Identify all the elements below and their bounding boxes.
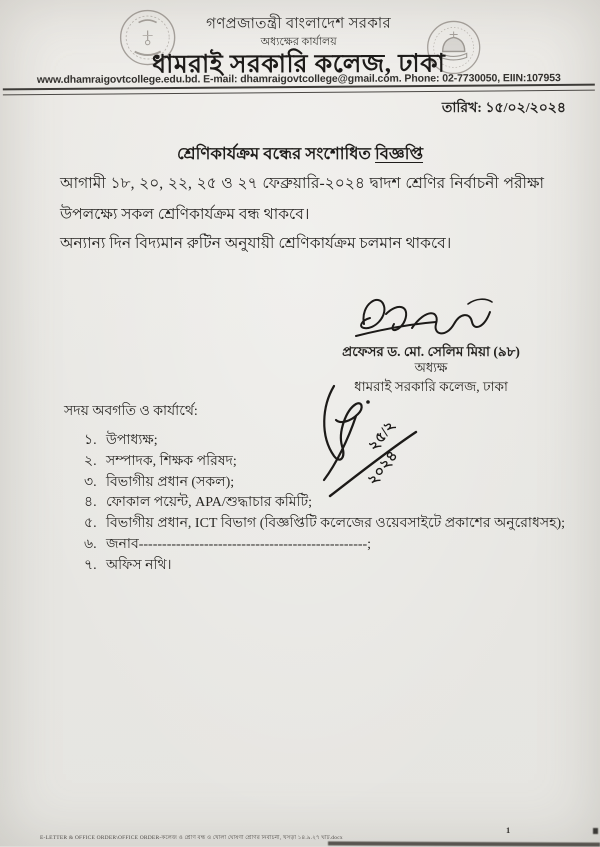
signatory-institution: ধামরাই সরকারি কলেজ, ঢাকা <box>326 376 536 399</box>
college-name: ধামরাই সরকারি কলেজ, ঢাকা <box>0 43 599 88</box>
item-number: ৪. <box>84 493 106 514</box>
government-line: গণপ্রজাতন্ত্রী বাংলাদেশ সরকার <box>0 11 599 38</box>
notice-title <box>0 141 600 168</box>
notice-title-underlined: বিজ্ঞপ্তি <box>375 144 423 163</box>
item-number: ১. <box>84 431 106 452</box>
office-line: অধ্যক্ষের কার্যালয় <box>0 32 599 53</box>
page-number: 1 <box>506 825 510 835</box>
signatory-name: প্রফেসর ড. মো. সেলিম মিয়া (৯৮) <box>326 341 536 364</box>
notice-date: তারিখ: ১৫/০২/২০২৪ <box>442 96 566 120</box>
item-text: উপাধ্যক্ষ; <box>106 431 158 452</box>
distribution-item <box>84 514 565 535</box>
item-text: ফোকাল পয়েন্ট, APA/শুদ্ধাচার কমিটি; <box>106 493 312 514</box>
distribution-item <box>84 535 565 556</box>
handwritten-date-day: ২৫/২ <box>363 416 403 458</box>
contact-line: www.dhamraigovtcollege.edu.bd. E-mail: dhamraigovtcollege@gmail.com. Phone: 02-7730050, EIIN:107953 <box>0 72 599 86</box>
handwritten-initial-icon <box>312 380 472 510</box>
item-number: ৫. <box>84 514 106 535</box>
item-text: জনাব-------------------------------------------------; <box>106 535 371 556</box>
notice-title-main: শ্রেণিকার্যক্রম বন্ধের সংশোধিত <box>177 144 375 163</box>
notice-paragraph-1: আগামী ১৮, ২০, ২২, ২৫ ও ২৭ ফেব্রুয়ারি-২০২৪ দ্বাদশ শ্রেণির নির্বাচনী পরীক্ষা উপলক্ষ্যে সকল শ্রেণিকার্যক্রম বন্ধ থাকবে। <box>60 168 544 230</box>
item-number: ৭. <box>84 556 106 577</box>
scan-edge-mark <box>593 828 598 834</box>
notice-paragraph-2: অন্যান্য দিন বিদ্যমান রুটিন অনুযায়ী শ্রেণিকার্যক্রম চলমান থাকবে। <box>60 228 544 259</box>
item-text: বিভাগীয় প্রধান, ICT বিভাগ (বিজ্ঞপ্তিটি কলেজের ওয়েবসাইটে প্রকাশের অনুরোধসহ); <box>106 514 565 535</box>
footer-file-note: E-LETTER & OFFICE ORDER\OFFICE ORDER-কলেজ ও শ্রেণি বন্ধ ও খোলা ঘোষণা শ্রেণির নির্বাচনী, খসড়া ১৪.৯.২৭ ঘটি.docx <box>40 835 380 843</box>
item-number: ২. <box>84 452 106 473</box>
handwritten-initial-and-date <box>312 380 472 510</box>
item-text: বিভাগীয় প্রধান (সকল); <box>106 473 234 494</box>
signatory-designation: অধ্যক্ষ <box>326 359 536 380</box>
principal-signature-icon <box>350 284 500 348</box>
handwritten-date-year: ২০২৪ <box>362 445 406 491</box>
distribution-heading: সদয় অবগতি ও কার্যার্থে: <box>64 399 198 423</box>
distribution-item <box>84 556 565 577</box>
item-number: ৩. <box>84 473 106 494</box>
item-number: ৬. <box>84 535 106 556</box>
item-text: সম্পাদক, শিক্ষক পরিষদ; <box>106 452 237 473</box>
item-text: অফিস নথি। <box>106 556 172 577</box>
